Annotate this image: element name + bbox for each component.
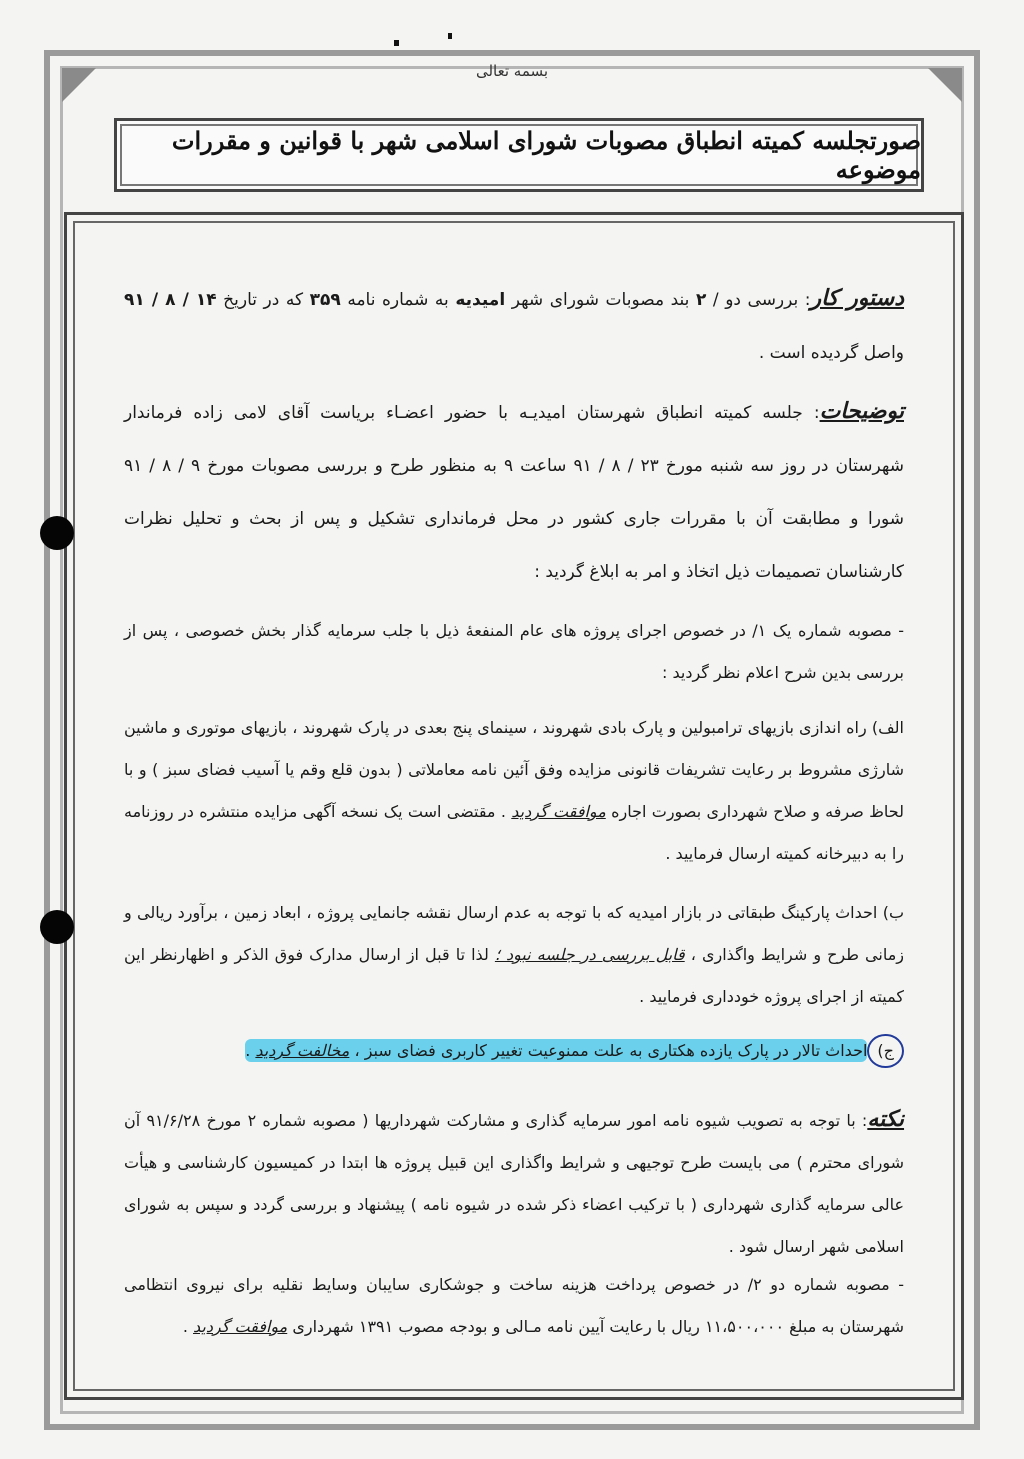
item-c-paragraph bbox=[124, 1030, 904, 1072]
item-b-paragraph: ب) احداث پارکینگ طبقاتی در بازار امیدیه که با توجه به عدم ارسال نقشه جانمایی پروژه ، ابعاد زمین ، برآورد ریالی و زمانی طرح و شرایط واگذاری ، قابل بررسی در جلسه نبود ؛ لذا تا قبل از ارسال مدارک فوق الذکر و اظهارنظر این کمیته از اجرای پروژه خودداری فرمایید . bbox=[124, 903, 905, 1006]
item-c-highlight: احداث تالار در پارک یازده هکتاری به علت ممنوعیت تغییر کاربری فضای سبز ، مخالفت گردید . bbox=[245, 1041, 868, 1060]
resolution-1-text: - مصوبه شماره یک ۱/ در خصوص اجرای پروژه های عام المنفعهٔ ذیل با جلب سرمایه گذار بخش خصوصی ، پس از بررسی بدین شرح اعلام نظر گردید : bbox=[124, 621, 905, 682]
resolution-2-paragraph: - مصوبه شماره دو ۲/ در خصوص پرداخت هزینه ساخت و جوشکاری سایبان وسایط نقلیه برای نیروی انتظامی شهرستان به مبلغ ۱۱،۵۰۰،۰۰۰ ریال با رعایت آیین نامه مـالی و بودجه مصوب ۱۳۹۱ شهرداری موافقت گردید . bbox=[124, 1275, 904, 1336]
item-c-decision: مخالفت گردید bbox=[255, 1041, 350, 1060]
item-b-decision: قابل بررسی در جلسه نبود ؛ bbox=[494, 945, 685, 964]
resolution-2-decision: موافقت گردید bbox=[193, 1317, 288, 1336]
ink-speck bbox=[394, 40, 399, 46]
letter-number: ۳۵۹ bbox=[309, 290, 341, 310]
bismillah-heading: بسمه تعالی bbox=[475, 62, 549, 80]
punch-hole-upper bbox=[40, 516, 74, 550]
item-a-paragraph: الف) راه اندازی بازیهای ترامبولین و پارک بادی شهروند ، سینمای پنج بعدی در پارک شهروند ، بازیهای موتوری و ماشین شارژی مشروط بر رعایت تشریفات قانونی مزایده وفق آئین نامه معاملاتی ( بدون قلع وقم یا آسیب فضای سبز ) و با لحاظ صرفه و صلاح شهرداری بصورت اجاره موافقت گردید . مقتضی است یک نسخه آگهی مزایده منتشره در روزنامه را به دبیرخانه کمیته ارسال فرمایید . bbox=[124, 718, 905, 863]
note-paragraph bbox=[124, 1098, 904, 1268]
received-date: ۱۴ / ۸ / ۹۱ bbox=[124, 290, 217, 310]
note-text: : با توجه به تصویب شیوه نامه امور سرمایه گذاری و مشارکت شهرداریها ( مصوبه شماره ۲ مورخ ۹۱/۶/۲۸ آن شورای محترم ) می بایست طرح توجیهی و شرایط واگذاری این قبیل پروژه ها ابتدا در کمیسیون کارشناسی و هیأت عالی سرمایه گذاری شهرداری ( با ترکیب اعضاء ذکر شده در شیوه نامه ) پیشنهاد و بررسی گردد و سپس به شورای اسلامی شهر ارسال شود . bbox=[124, 1111, 904, 1256]
explanations-label: توضیحات bbox=[819, 398, 904, 424]
explanations-paragraph bbox=[124, 385, 904, 599]
document-title-box bbox=[114, 118, 924, 192]
agenda-label: دستور کار bbox=[810, 285, 905, 311]
punch-hole-lower bbox=[40, 910, 74, 944]
item-c-marker: ج) bbox=[867, 1034, 904, 1068]
agenda-item-count: ۲ bbox=[695, 290, 707, 310]
agenda-paragraph: دستور کار: بررسی دو / ۲ بند مصوبات شورای شهر امیدیه به شماره نامه ۳۵۹ که در تاریخ ۱۴ / ۸ / ۹۱ واصل گردیده است . bbox=[124, 285, 905, 363]
note-label: نکته bbox=[867, 1106, 905, 1132]
document-title: صورتجلسه کمیته انطباق مصوبات شورای اسلامی شهر با قوانین و مقررات موضوعه bbox=[171, 126, 921, 184]
explanations-text: : جلسه کمیته انطباق شهرستان امیدیـه با حضور اعضـاء بریاست آقای لامی زاده فرماندار شهرستان در روز سه شنبه مورخ ۲۳ / ۸ / ۹۱ ساعت ۹ به منظور طرح و بررسی مصوبات مورخ ۹ / ۸ / ۹۱ شورا و مطابقت آن با مقررات جاری کشور در محل فرمانداری تشکیل و پس از بحث و تحلیل نظرات کارشناسان تصمیمات ذیل اتخاذ و امر به ابلاغ گردید : bbox=[124, 403, 904, 582]
item-a-decision: موافقت گردید bbox=[511, 802, 606, 821]
resolution-1-paragraph bbox=[124, 610, 904, 694]
city-name: امیدیه bbox=[455, 290, 506, 310]
ink-speck bbox=[448, 33, 452, 39]
